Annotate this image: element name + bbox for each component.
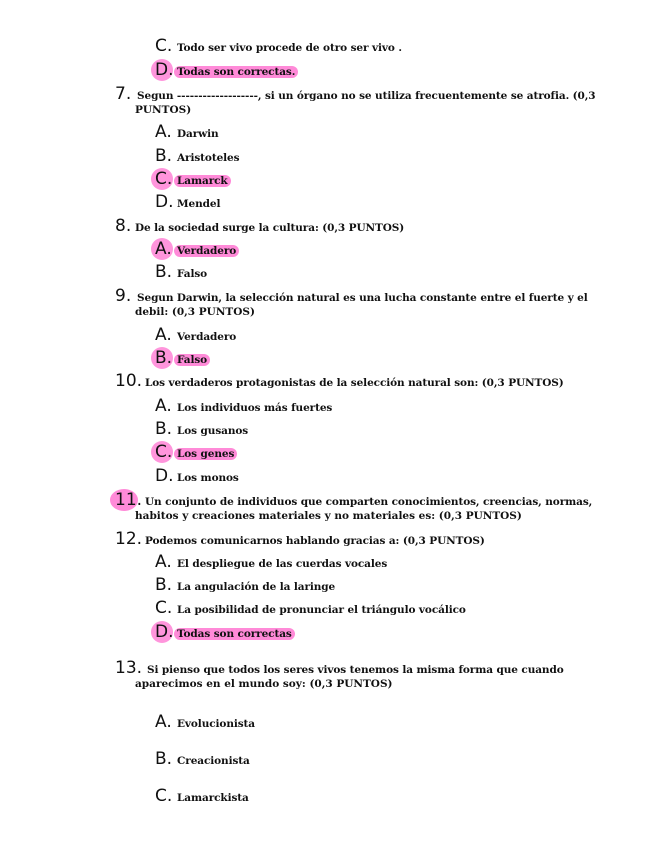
option-c-selected bbox=[155, 442, 237, 462]
option-letter: A. bbox=[155, 552, 172, 572]
option-text: Falso bbox=[177, 268, 208, 280]
option-text: Aristoteles bbox=[177, 152, 240, 164]
question-7 bbox=[115, 84, 596, 104]
option-text: Creacionista bbox=[177, 755, 250, 767]
question-text: Un conjunto de individuos que comparten conocimientos, creencias, normas, bbox=[145, 496, 593, 508]
option-letter: B. bbox=[155, 348, 177, 368]
option-text: Lamarck bbox=[174, 175, 231, 187]
option-text: Los genes bbox=[174, 448, 237, 460]
question-number: 9. bbox=[115, 286, 132, 306]
question-10 bbox=[115, 371, 564, 391]
question-number: 7. bbox=[115, 84, 132, 104]
question-number: 12. bbox=[115, 529, 143, 549]
option-letter: B. bbox=[155, 575, 173, 595]
option-letter: A. bbox=[155, 239, 177, 259]
option-text: Evolucionista bbox=[177, 718, 256, 730]
option-b-selected bbox=[155, 348, 210, 368]
option-c bbox=[155, 598, 466, 618]
option-b bbox=[155, 262, 207, 282]
option-letter: A. bbox=[155, 122, 172, 142]
option-text: Verdadero bbox=[174, 245, 239, 257]
option-text: Lamarckista bbox=[177, 792, 249, 804]
option-letter: B. bbox=[155, 262, 173, 282]
option-c bbox=[155, 786, 249, 806]
question-text-cont: aparecimos en el mundo soy: (0,3 PUNTOS) bbox=[135, 678, 393, 690]
option-letter: C. bbox=[155, 598, 173, 618]
option-a bbox=[155, 712, 255, 732]
option-letter: A. bbox=[155, 712, 172, 732]
option-text: Todo ser vivo procede de otro ser vivo . bbox=[177, 42, 402, 54]
option-letter: C. bbox=[155, 442, 177, 462]
option-letter: D. bbox=[155, 192, 174, 212]
option-d bbox=[155, 466, 239, 486]
option-d-selected bbox=[155, 60, 298, 80]
option-b bbox=[155, 146, 239, 166]
option-text: Todas son correctas bbox=[174, 628, 295, 640]
option-text: La posibilidad de pronunciar el triángulo vocálico bbox=[177, 604, 466, 616]
question-12 bbox=[115, 529, 485, 549]
option-text: Los gusanos bbox=[177, 425, 249, 437]
option-text: La angulación de la laringe bbox=[177, 581, 336, 593]
question-number: 13. bbox=[115, 658, 143, 678]
option-text: Verdadero bbox=[177, 331, 237, 343]
option-a bbox=[155, 325, 236, 345]
question-number: 11. bbox=[115, 490, 145, 510]
option-c bbox=[155, 36, 402, 56]
option-letter: A. bbox=[155, 396, 172, 416]
question-text-cont: PUNTOS) bbox=[135, 104, 192, 116]
option-text: Darwin bbox=[177, 128, 219, 140]
option-text: Los individuos más fuertes bbox=[177, 402, 333, 414]
option-text: El despliegue de las cuerdas vocales bbox=[177, 558, 388, 570]
option-d bbox=[155, 192, 220, 212]
question-text: De la sociedad surge la cultura: (0,3 PUNTOS) bbox=[135, 222, 405, 234]
option-letter: B. bbox=[155, 419, 173, 439]
option-text: Los monos bbox=[177, 472, 239, 484]
question-text: Segun -------------------, si un órgano no se utiliza frecuentemente se atrofia. (0,3 bbox=[137, 90, 596, 102]
option-letter: D. bbox=[155, 466, 174, 486]
question-text: Si pienso que todos los seres vivos tenemos la misma forma que cuando bbox=[147, 664, 564, 676]
option-text: Mendel bbox=[177, 198, 221, 210]
option-text: Falso bbox=[174, 354, 210, 366]
question-8 bbox=[115, 216, 404, 236]
question-number: 8. bbox=[115, 216, 132, 236]
option-letter: B. bbox=[155, 146, 173, 166]
question-text: Segun Darwin, la selección natural es una lucha constante entre el fuerte y el bbox=[137, 292, 588, 304]
option-c-selected bbox=[155, 169, 231, 189]
option-letter: D. bbox=[155, 60, 177, 80]
option-b bbox=[155, 749, 250, 769]
option-b bbox=[155, 419, 248, 439]
question-text-cont: habitos y creaciones materiales y no materiales es: (0,3 PUNTOS) bbox=[135, 510, 522, 522]
question-text: Los verdaderos protagonistas de la selección natural son: (0,3 PUNTOS) bbox=[145, 377, 564, 389]
option-letter: A. bbox=[155, 325, 172, 345]
question-13 bbox=[115, 658, 564, 678]
question-text: Podemos comunicarnos hablando gracias a: (0,3 PUNTOS) bbox=[145, 535, 485, 547]
question-number: 10. bbox=[115, 371, 143, 391]
option-letter: C. bbox=[155, 786, 173, 806]
option-a-selected bbox=[155, 239, 239, 259]
option-a bbox=[155, 552, 387, 572]
option-letter: C. bbox=[155, 36, 173, 56]
option-letter: D. bbox=[155, 622, 177, 642]
option-text: Todas son correctas. bbox=[174, 66, 298, 78]
option-d-selected bbox=[155, 622, 295, 642]
question-11 bbox=[115, 490, 592, 510]
option-a bbox=[155, 396, 332, 416]
question-text-cont: debil: (0,3 PUNTOS) bbox=[135, 306, 255, 318]
question-9 bbox=[115, 286, 588, 306]
option-b bbox=[155, 575, 335, 595]
option-a bbox=[155, 122, 219, 142]
option-letter: B. bbox=[155, 749, 173, 769]
option-letter: C. bbox=[155, 169, 177, 189]
